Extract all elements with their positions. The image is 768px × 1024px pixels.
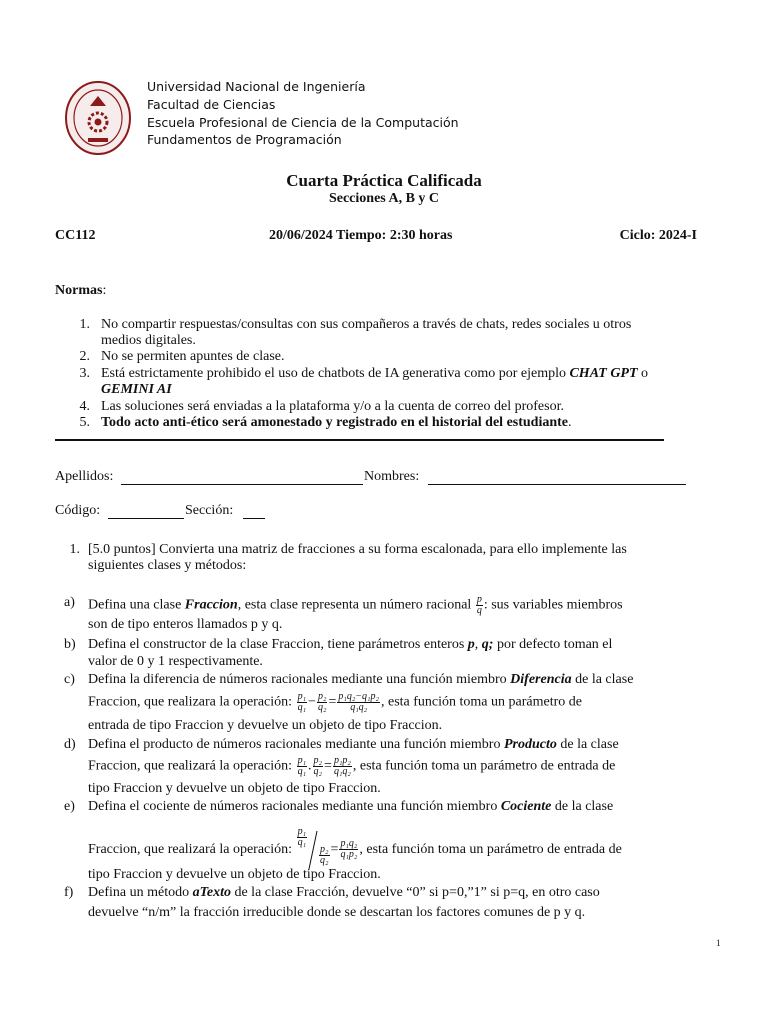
code-label: Código: — [55, 503, 101, 518]
frac-numerator: p₁ — [297, 826, 307, 837]
rule-number: 3. — [79, 366, 90, 381]
item-e-line2 — [88, 827, 622, 870]
item-text: , esta clase representa un número racional — [237, 597, 475, 613]
frac-numerator: p — [476, 594, 482, 605]
item-text: : sus variables miembros — [483, 597, 623, 613]
rule-text: No se permiten apuntes de clase. — [101, 349, 285, 364]
item-tag: a) — [64, 595, 75, 610]
item-text: son de tipo enteros llamados p y q. — [88, 617, 283, 632]
item-text: de la clase Fracción, devuelve “0” si p=0,”1” si p=q, en otro caso — [230, 885, 600, 900]
frac-numerator: p₂ — [317, 691, 327, 702]
frac-denominator: q₂ — [317, 702, 327, 713]
item-text: Fraccion, que realizara la operación: — [88, 694, 296, 710]
item-d-line1 — [88, 737, 619, 753]
item-text: tipo Fraccion y devuelve un objeto de tipo Fraccion. — [88, 781, 381, 796]
item-b-line1 — [88, 637, 612, 653]
item-text: por defecto toman el — [493, 637, 613, 652]
frac-denominator: q₁ — [297, 766, 307, 777]
fraction — [313, 756, 323, 777]
item-emphasis: Cociente — [500, 799, 552, 814]
rule-emphasis: GEMINI AI — [101, 382, 172, 397]
division-slash — [308, 830, 318, 870]
item-text: valor de 0 y 1 respectivamente. — [88, 654, 263, 669]
frac-denominator: q₁q₂ — [350, 702, 368, 713]
item-c-line2 — [88, 692, 582, 713]
item-text: Defina un método — [88, 885, 193, 900]
rule-text: medios digitales. — [101, 333, 196, 348]
course-name: Fundamentos de Programación — [147, 132, 342, 147]
frac-numerator: p₁q₂ — [340, 838, 358, 850]
section-label: Sección: — [185, 503, 234, 518]
math-operator: . — [308, 758, 312, 774]
item-text: Defina el constructor de la clase Fraccion, tiene parámetros enteros — [88, 637, 468, 652]
fraction — [297, 827, 307, 848]
course-code: CC112 — [55, 228, 96, 243]
item-tag: f) — [64, 885, 74, 900]
rule-text: No compartir respuestas/consultas con sus compañeros a través de chats, redes sociales u otros — [101, 317, 632, 332]
question-text: siguientes clases y métodos: — [88, 558, 247, 573]
section-divider — [55, 439, 664, 441]
rules-heading-colon: : — [102, 283, 107, 298]
item-text: , esta función toma un parámetro de entrada de — [359, 842, 622, 857]
exam-subtitle: Secciones A, B y C — [328, 191, 440, 206]
frac-numerator: p₂ — [313, 755, 323, 766]
frac-denominator: q — [476, 605, 482, 616]
item-f-line1 — [88, 885, 600, 901]
item-text: Defina el cociente de números racionales mediante una función miembro — [88, 799, 501, 814]
fraction-p-over-q — [476, 595, 483, 616]
item-text: , esta función toma un parámetro de — [381, 694, 582, 710]
fraction — [337, 692, 380, 713]
frac-numerator: p₁ — [297, 755, 307, 766]
rule-number: 1. — [79, 317, 90, 332]
item-text: devuelve “n/m” la fracción irreducible donde se descartan los factores comunes de p y q. — [88, 905, 586, 920]
item-text: de la clase — [551, 799, 614, 814]
fraction — [297, 692, 307, 713]
frac-denominator: q₁p₂ — [340, 849, 358, 861]
question-text: [5.0 puntos] Convierta una matriz de fracciones a su forma escalonada, para ello implemente las — [88, 542, 627, 557]
item-emphasis: Fraccion — [184, 597, 238, 613]
item-tag: c) — [64, 672, 75, 687]
rule-emphasis: CHAT GPT — [569, 366, 638, 381]
item-e-line1 — [88, 799, 613, 815]
math-operator: = — [324, 758, 332, 774]
university-seal — [64, 80, 132, 156]
names-field[interactable] — [428, 484, 686, 485]
item-emphasis: Diferencia — [510, 672, 572, 687]
fraction — [339, 839, 358, 860]
item-text: entrada de tipo Fraccion y devuelve un objeto de tipo Fraccion. — [88, 718, 443, 733]
frac-denominator: q₁q₂ — [333, 766, 351, 777]
code-field[interactable] — [108, 518, 184, 519]
rule-number: 4. — [79, 399, 90, 414]
rules-heading-text: Normas — [55, 283, 103, 298]
item-tag: b) — [64, 637, 76, 652]
item-text: , esta función toma un parámetro de entrada de — [352, 758, 616, 774]
frac-numerator: p₁p₂ — [333, 755, 351, 766]
frac-numerator: p₁q₂−q₁p₂ — [338, 691, 379, 702]
item-emphasis: q; — [481, 637, 494, 652]
item-text: tipo Fraccion y devuelve un objeto de tipo Fraccion. — [88, 867, 381, 882]
page-number: 1 — [716, 938, 721, 948]
item-tag: e) — [64, 799, 75, 814]
item-text: Defina el producto de números racionales mediante una función miembro — [88, 737, 504, 752]
item-text: Fraccion, que realizará la operación: — [88, 842, 296, 857]
question-number: 1. — [69, 542, 80, 557]
frac-denominator: q₁ — [297, 702, 307, 713]
rule-number: 5. — [79, 415, 90, 430]
exam-title: Cuarta Práctica Calificada — [286, 171, 482, 190]
exam-cycle: Ciclo: 2024-I — [619, 228, 697, 243]
rule-text-part: . — [568, 415, 572, 430]
faculty-name: Facultad de Ciencias — [147, 97, 276, 112]
rule-number: 2. — [79, 349, 90, 364]
frac-denominator: q₁ — [297, 837, 307, 848]
item-emphasis: p — [467, 637, 475, 652]
rules-heading — [55, 283, 106, 299]
item-text: Defina la diferencia de números racionales mediante una función miembro — [88, 672, 511, 687]
surname-field[interactable] — [121, 484, 363, 485]
fraction — [319, 845, 329, 866]
rule-text-part: o — [637, 366, 649, 381]
fraction — [333, 756, 352, 777]
frac-denominator: q₂ — [320, 855, 329, 866]
math-operator: = — [330, 842, 339, 857]
item-tag: d) — [64, 737, 76, 752]
item-emphasis: aTexto — [192, 885, 231, 900]
math-operator: = — [328, 694, 337, 710]
item-text: Fraccion, que realizará la operación: — [88, 758, 296, 774]
rule-text-part: Está estrictamente prohibido el uso de chatbots de IA generativa como por ejemplo — [101, 366, 570, 381]
item-text: de la clase — [556, 737, 619, 752]
frac-denominator: q₂ — [313, 766, 323, 777]
exam-date-time: 20/06/2024 Tiempo: 2:30 horas — [269, 228, 453, 243]
frac-numerator: p₁ — [297, 691, 307, 702]
rule-text — [101, 415, 572, 431]
item-emphasis: Producto — [503, 737, 557, 752]
math-operator: − — [308, 694, 316, 710]
names-label: Nombres: — [364, 469, 420, 484]
frac-numerator: p₂ — [320, 844, 329, 855]
section-field[interactable] — [243, 518, 265, 519]
university-name: Universidad Nacional de Ingeniería — [147, 79, 366, 94]
rule-emphasis: Todo acto anti-ético será amonestado y registrado en el historial del estudiante — [101, 415, 569, 430]
school-name: Escuela Profesional de Ciencia de la Computación — [147, 115, 459, 130]
item-a-line1 — [88, 595, 623, 616]
item-text: , — [474, 637, 482, 652]
item-text: Defina una clase — [88, 597, 185, 613]
rule-text — [101, 366, 648, 382]
surname-label: Apellidos: — [55, 469, 114, 484]
item-text: de la clase — [571, 672, 634, 687]
item-c-line1 — [88, 672, 633, 688]
fraction — [297, 756, 307, 777]
fraction — [317, 692, 327, 713]
item-d-line2 — [88, 756, 615, 777]
rule-text: Las soluciones será enviadas a la plataforma y/o a la cuenta de correo del profesor. — [101, 399, 564, 414]
